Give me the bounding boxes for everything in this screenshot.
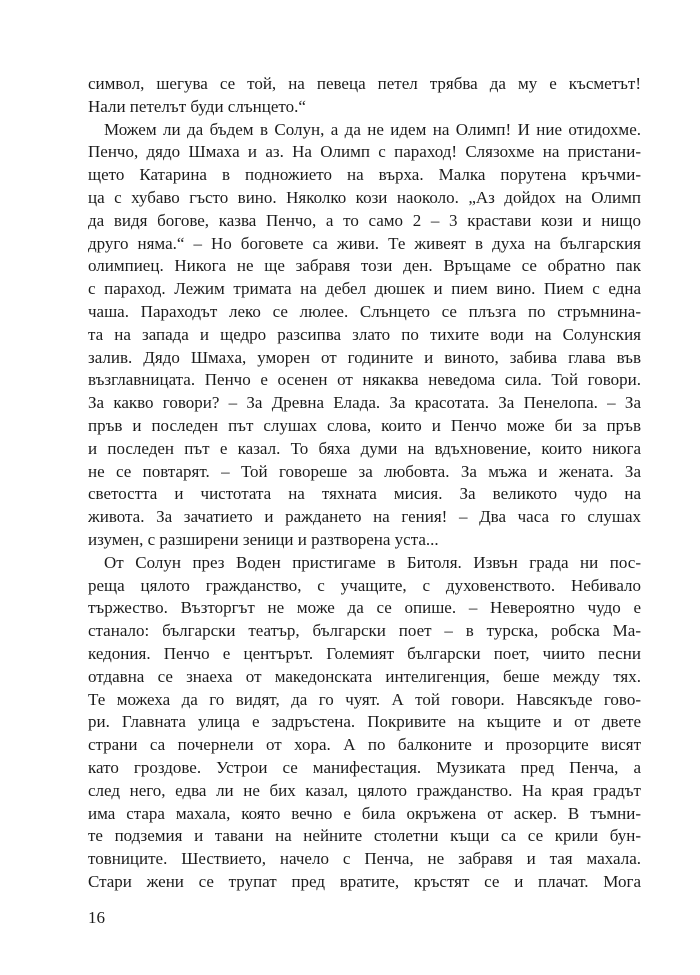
- text-line: Нали петелът буди слънцето.“: [88, 96, 306, 116]
- text-line: реща цялото гражданство, с учащите, с духовенството. Небивало: [88, 575, 641, 595]
- text-line: Пенчо, дядо Шмаха и аз. На Олимп с параход! Слязохме на пристани-: [88, 142, 641, 162]
- paragraph: [88, 552, 641, 894]
- text-line: тържество. Възторгът не може да се опише. – Невероятно чудо е: [88, 598, 641, 618]
- text-line: ца с хубаво гъсто вино. Няколко кози наоколо. „Аз дойдох на Олимп: [88, 187, 641, 207]
- text-line: станало: български театър, български поет – в турска, робска Ма-: [88, 621, 641, 641]
- text-line: От Солун през Воден пристигаме в Битоля. Извън града ни пос-: [104, 552, 641, 572]
- text-line: Можем ли да бъдем в Солун, а да не идем на Олимп! И ние отидохме.: [104, 119, 641, 139]
- body-text: [88, 73, 641, 894]
- text-line: та на запада и щедро разсипва злато по тихите води на Солунския: [88, 324, 641, 344]
- text-line: чаша. Параходът леко се люлее. Слънцето се плъзга по стръмнина-: [88, 301, 641, 321]
- text-line: Те можеха да го видят, да го чуят. А той говори. Навсякъде гово-: [88, 689, 641, 709]
- text-line: товниците. Шествието, начело с Пенча, не забравя и тая махала.: [88, 849, 641, 869]
- text-line: друго няма.“ – Но боговете са живи. Те живеят в духа на българския: [88, 233, 641, 253]
- text-line: щето Катарина в подножието на върха. Малка порутена кръчми-: [88, 165, 641, 185]
- text-line: олимпиец. Никога не ще забравя този ден. Връщаме се обратно пак: [88, 256, 641, 276]
- text-line: кедония. Пенчо е центърът. Големият български поет, чиито песни: [88, 643, 641, 663]
- text-line: живота. За зачатието и раждането на гения! – Два часа го слушах: [88, 507, 641, 527]
- paragraph: [88, 73, 641, 119]
- text-line: Стари жени се трупат пред вратите, кръстят се и плачат. Мога: [88, 871, 641, 891]
- text-line: те подземия и тавани на нейните столетни къщи са се крили бун-: [88, 826, 641, 846]
- text-line: залив. Дядо Шмаха, уморен от годините и виното, забива глава във: [88, 347, 641, 367]
- text-line: не се повтарят. – Той говореше за любовта. За мъжа и жената. За: [88, 461, 641, 481]
- text-line: пръв и последен път слушах слова, които и Пенчо може би за пръв: [88, 415, 641, 435]
- text-line: да видя богове, казва Пенчо, а то само 2 – 3 крастави кози и нищо: [88, 210, 641, 230]
- text-line: ри. Главната улица е задръстена. Покривите на къщите и от двете: [88, 712, 641, 732]
- text-line: с параход. Лежим тримата на дебел дюшек и пием вино. Пием с една: [88, 279, 641, 299]
- page-number: 16: [88, 908, 105, 927]
- text-line: и последен път е казал. То бяха думи на вдъхновение, които никога: [88, 438, 641, 458]
- text-line: символ, шегува се той, на певеца петел трябва да му е късметът!: [88, 74, 641, 93]
- text-line: отдавна се знаеха от македонската интелигенция, беше между тях.: [88, 666, 641, 686]
- text-line: страни са почернели от хора. А по балконите и прозорците висят: [88, 735, 641, 755]
- paragraph: [88, 119, 641, 552]
- text-line: За какво говори? – За Древна Елада. За красотата. За Пенелопа. – За: [88, 393, 641, 413]
- text-line: има стара махала, която вечно е била окръжена от аскер. В тъмни-: [88, 803, 641, 823]
- text-line: изумен, с разширени зеници и разтворена уста...: [88, 529, 439, 549]
- text-line: след него, едва ли не бих казал, цялото гражданство. На края градът: [88, 780, 641, 800]
- text-line: светостта и чистотата на тяхната мисия. За великото чудо на: [88, 484, 641, 504]
- text-line: възглавницата. Пенчо е осенен от някаква неведома сила. Той говори.: [88, 370, 641, 390]
- text-line: като гроздове. Устрои се манифестация. Музиката пред Пенча, а: [88, 757, 641, 777]
